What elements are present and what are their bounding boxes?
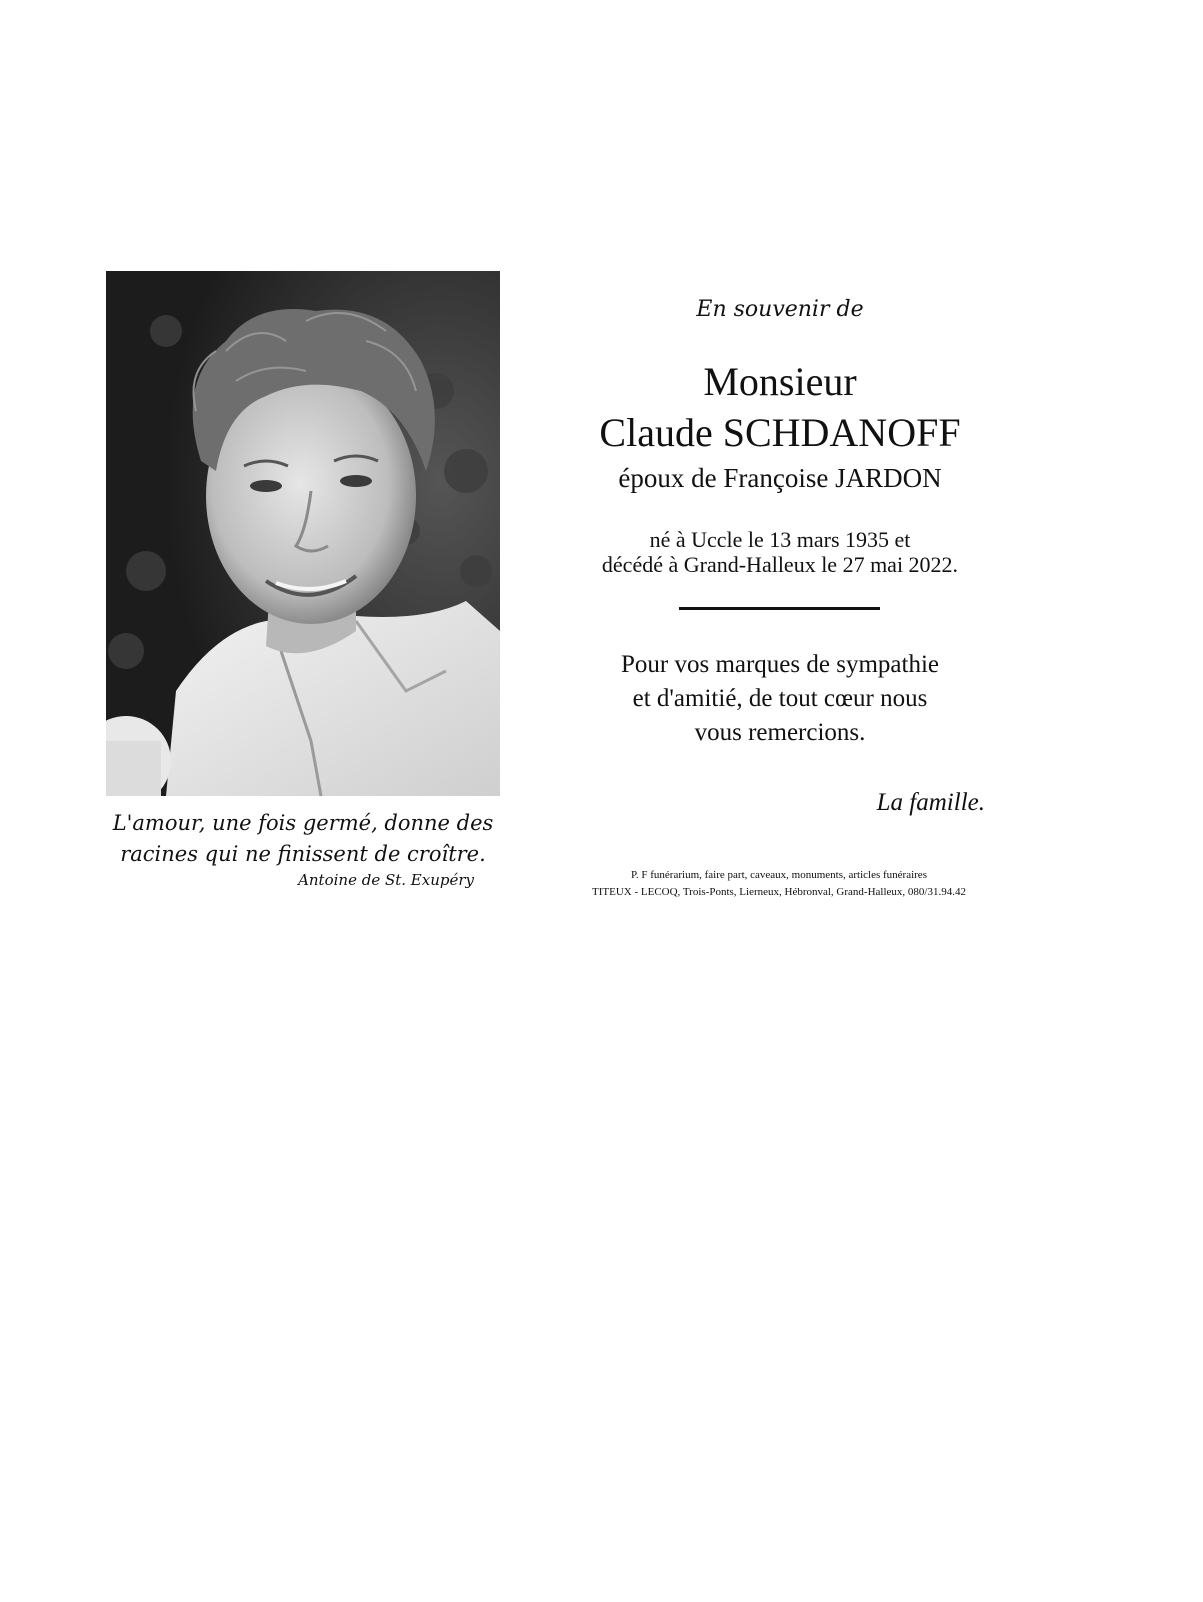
footer-line: P. F funérarium, faire part, caveaux, monuments, articles funéraires (631, 869, 927, 881)
footer-line: TITEUX - LECOQ, Trois-Ponts, Lierneux, Hébronval, Grand-Halleux, 080/31.94.42 (592, 886, 966, 898)
thanks-line: vous remercions. (694, 719, 866, 746)
quote-block (106, 808, 500, 870)
thanks-line: Pour vos marques de sympathie (620, 651, 939, 678)
divider-line (679, 607, 880, 610)
quote-line: racines qui ne finissent de croître. (120, 842, 486, 866)
birth-line: né à Uccle le 13 mars 1935 et (649, 527, 911, 552)
death-line: décédé à Grand-Halleux le 27 mai 2022. (601, 552, 959, 577)
portrait-photo-graphic (106, 271, 500, 796)
honorific: Monsieur (703, 359, 857, 404)
family-signature: La famille. (876, 789, 985, 816)
thanks-block (560, 648, 1000, 750)
portrait-photo (106, 271, 500, 796)
quote-line: L'amour, une fois germé, donne des (112, 811, 494, 835)
funeral-home-footer (548, 867, 1010, 901)
intro-text: En souvenir de (696, 297, 864, 322)
deceased-name: Claude SCHDANOFF (599, 410, 961, 455)
thanks-line: et d'amitié, de tout cœur nous (632, 685, 928, 712)
spouse-line: époux de Françoise JARDON (618, 463, 942, 493)
quote-author: Antoine de St. Exupéry (298, 871, 474, 889)
